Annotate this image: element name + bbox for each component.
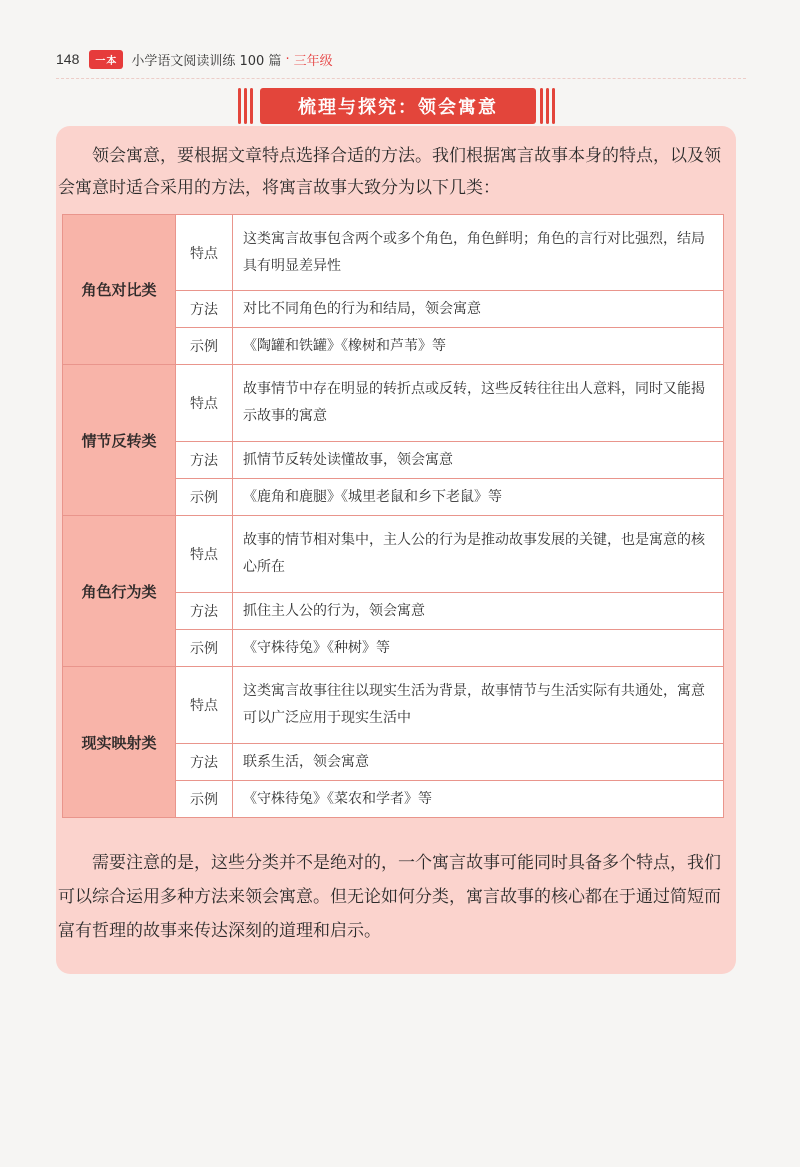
banner-stripes-right: [540, 88, 558, 124]
section-title-banner: [238, 88, 558, 124]
example-label: 示例: [176, 781, 233, 818]
book-title: 小学语文阅读训练 100 篇: [131, 53, 282, 69]
brand-logo: 一本: [89, 50, 123, 69]
title-separator: ·: [285, 51, 290, 67]
method-text: 对比不同角色的行为和结局，领会寓意: [233, 291, 724, 328]
category-name: 角色对比类: [63, 215, 176, 365]
feature-text: 这类寓言故事包含两个或多个角色，角色鲜明；角色的言行对比强烈，结局具有明显差异性: [233, 215, 724, 291]
banner-stripes-left: [238, 88, 256, 124]
example-label: 示例: [176, 328, 233, 365]
feature-text: 故事情节中存在明显的转折点或反转，这些反转往往出人意料，同时又能揭示故事的寓意: [233, 365, 724, 442]
example-text: 《陶罐和铁罐》《橡树和芦苇》等: [233, 328, 724, 365]
example-text: 《守株待兔》《菜农和学者》等: [233, 781, 724, 818]
feature-label: 特点: [176, 215, 233, 291]
feature-label: 特点: [176, 667, 233, 744]
feature-label: 特点: [176, 516, 233, 593]
method-text: 抓住主人公的行为，领会寓意: [233, 593, 724, 630]
page-number: 148: [56, 51, 80, 67]
category-name: 现实映射类: [63, 667, 176, 818]
method-label: 方法: [176, 291, 233, 328]
page-header: [56, 48, 333, 70]
method-label: 方法: [176, 593, 233, 630]
method-label: 方法: [176, 744, 233, 781]
outro-paragraph: 需要注意的是，这些分类并不是绝对的，一个寓言故事可能同时具备多个特点，我们可以综合运用多种方法来领会寓意。但无论如何分类，寓言故事的核心都在于通过简短而富有哲理的故事来传达深刻的道理和启示。: [58, 853, 721, 941]
section-title: 梳理与探究：领会寓意: [260, 88, 536, 124]
example-text: 《守株待兔》《种树》等: [233, 630, 724, 667]
header-divider: [56, 78, 746, 79]
feature-label: 特点: [176, 365, 233, 442]
method-text: 抓情节反转处读懂故事，领会寓意: [233, 442, 724, 479]
book-grade: 三年级: [293, 53, 333, 69]
table-row: [63, 667, 724, 744]
category-name: 情节反转类: [63, 365, 176, 516]
category-name: 角色行为类: [63, 516, 176, 667]
example-label: 示例: [176, 630, 233, 667]
feature-text: 故事的情节相对集中，主人公的行为是推动故事发展的关键，也是寓意的核心所在: [233, 516, 724, 593]
feature-text: 这类寓言故事往往以现实生活为背景，故事情节与生活实际有共通处，寓意可以广泛应用于现实生活中: [233, 667, 724, 744]
table-row: [63, 365, 724, 442]
table-row: [63, 516, 724, 593]
table-row: [63, 215, 724, 291]
example-label: 示例: [176, 479, 233, 516]
method-label: 方法: [176, 442, 233, 479]
example-text: 《鹿角和鹿腿》《城里老鼠和乡下老鼠》等: [233, 479, 724, 516]
fable-category-table: [62, 214, 724, 818]
method-text: 联系生活，领会寓意: [233, 744, 724, 781]
intro-paragraph: 领会寓意，要根据文章特点选择合适的方法。我们根据寓言故事本身的特点，以及领会寓意时适合采用的方法，将寓言故事大致分为以下几类：: [58, 146, 721, 198]
